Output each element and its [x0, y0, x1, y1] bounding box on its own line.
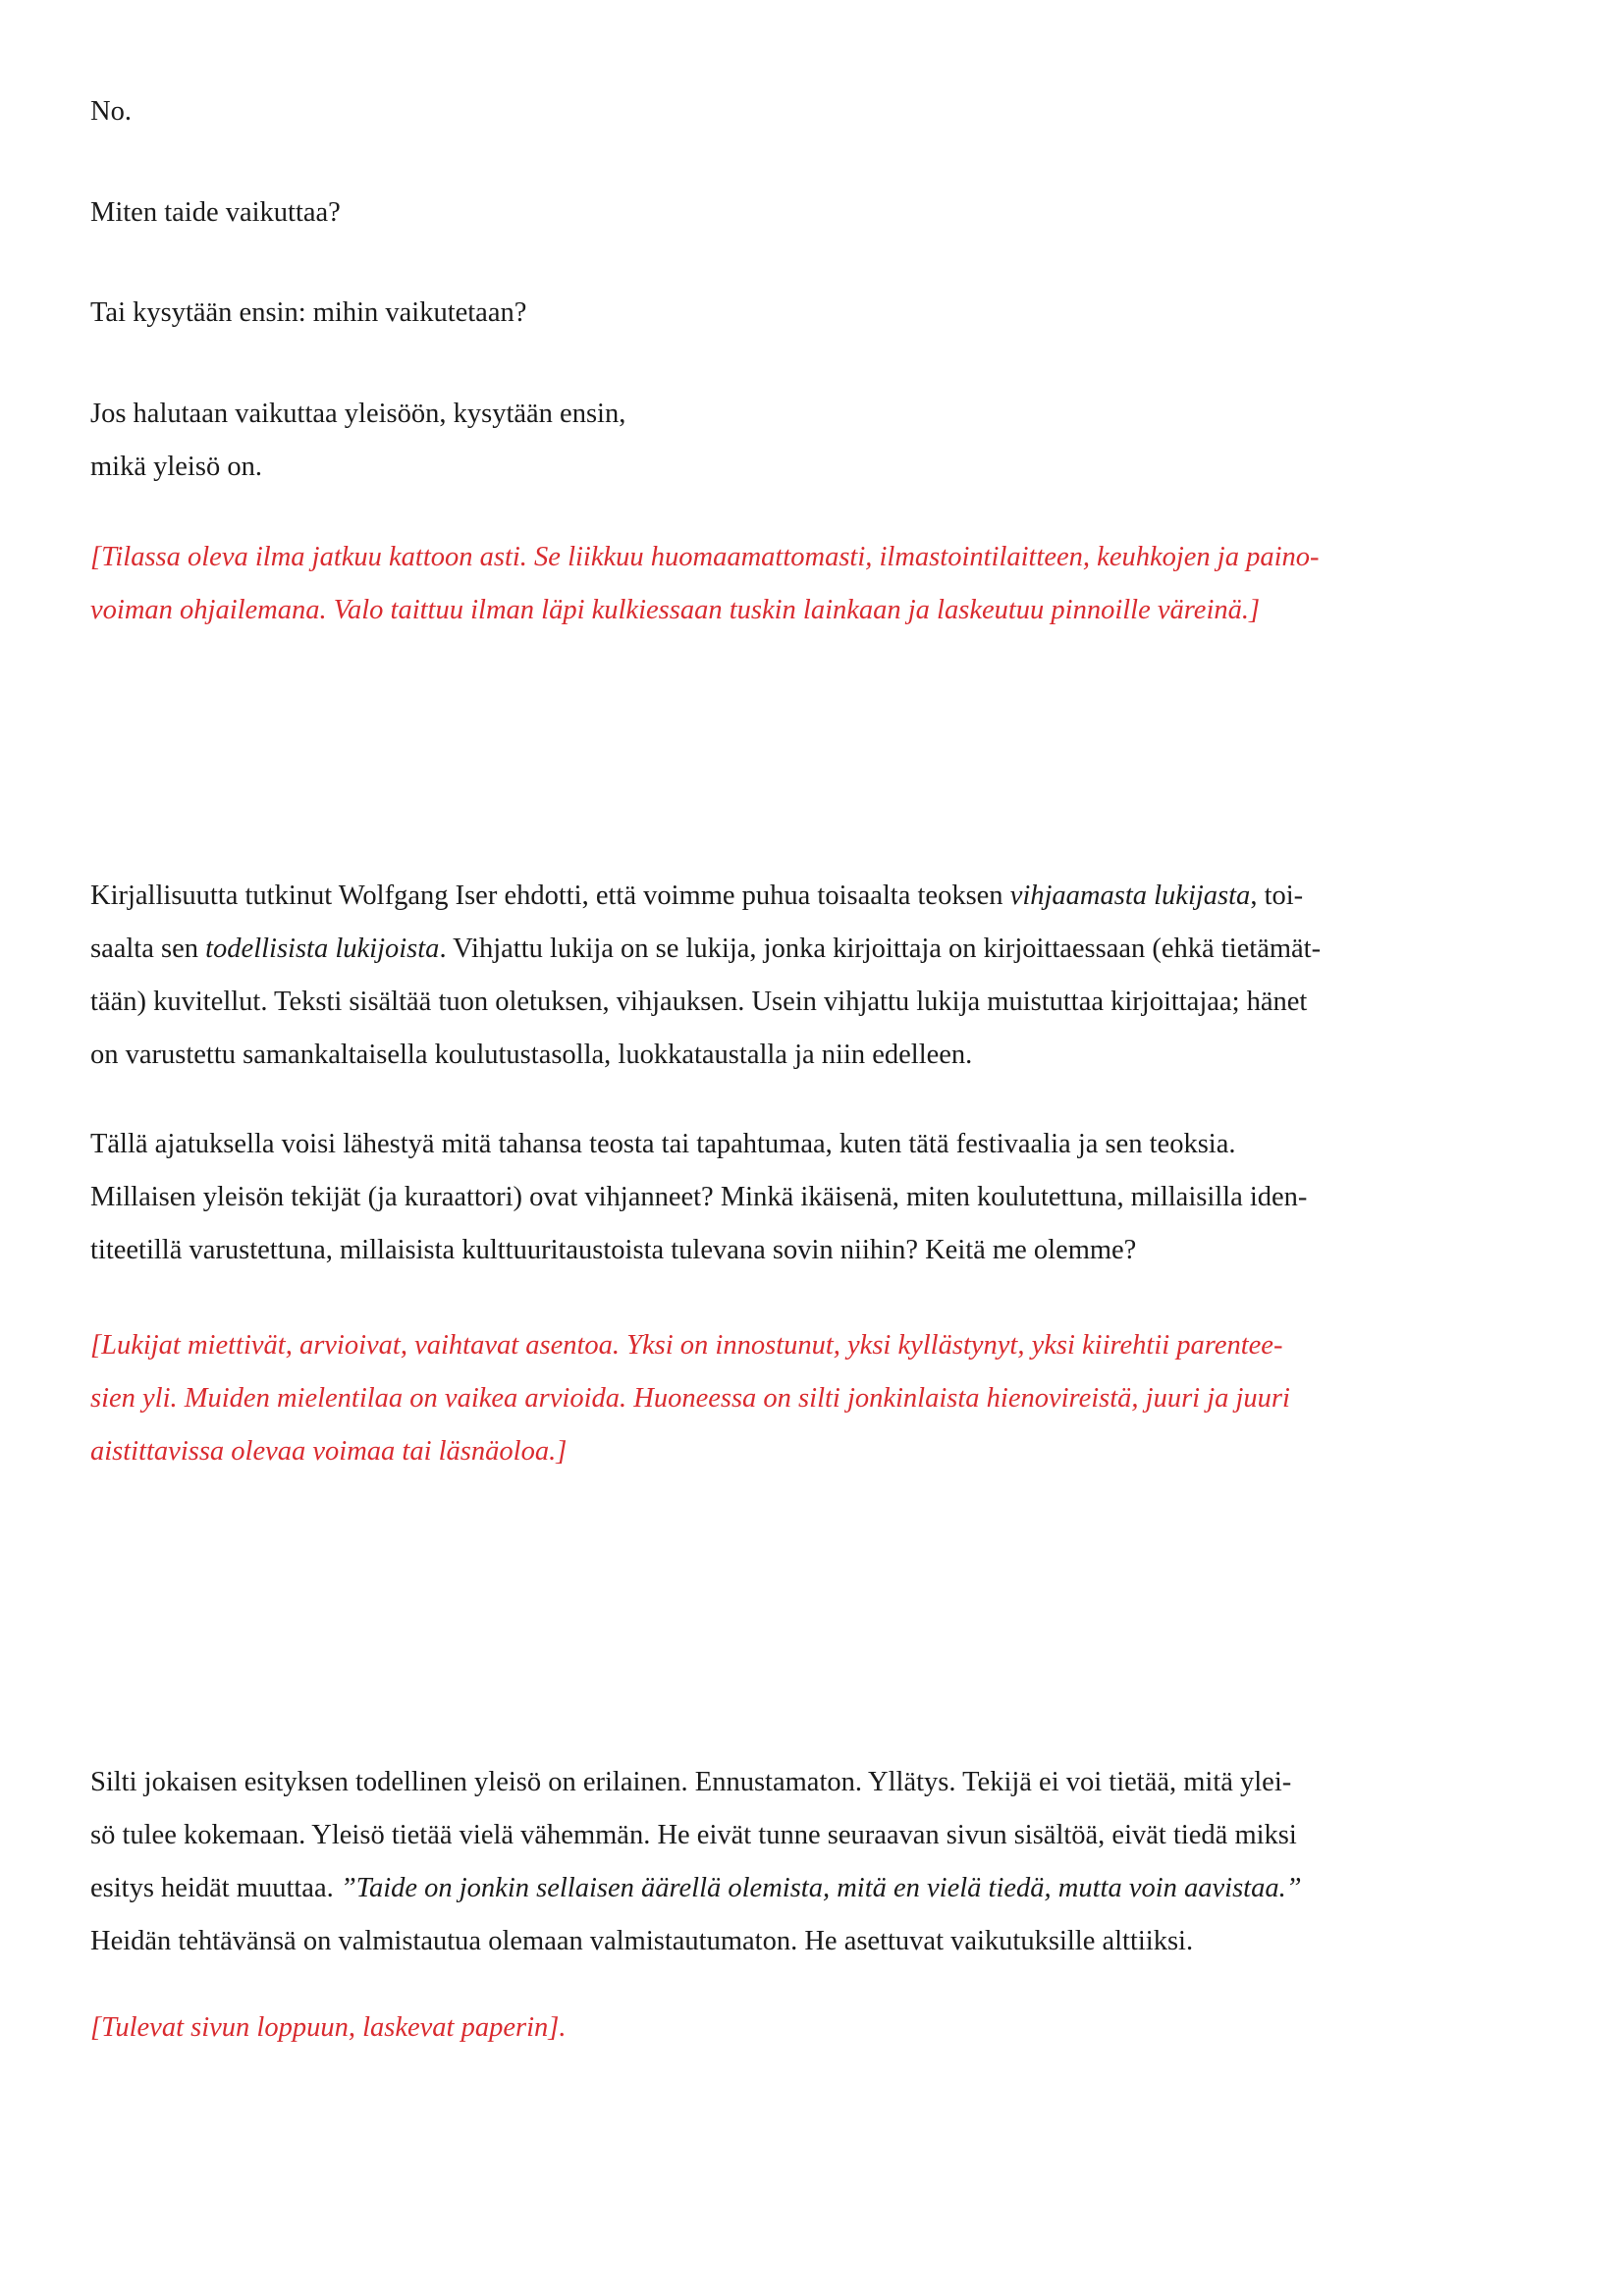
text-line	[90, 388, 1539, 441]
text-line	[90, 1224, 1539, 1277]
text-segment: [Tulevat sivun loppuun, laskevat paperin].	[90, 2012, 567, 2043]
text-segment: Kirjallisuutta tutkinut Wolfgang Iser ehdotti, että voimme puhua toisaalta teoksen	[90, 881, 1010, 911]
paragraph-question-how	[90, 187, 1539, 240]
text-line	[90, 85, 1539, 138]
text-segment: Millaisen yleisön tekijät (ja kuraattori) ovat vihjanneet? Minkä ikäisenä, miten koulutettuna, millaisilla iden-	[90, 1182, 1308, 1212]
text-line	[90, 531, 1539, 584]
text-segment: Silti jokaisen esityksen todellinen yleisö on erilainen. Ennustamaton. Yllätys. Tekijä ei voi tietää, mitä ylei-	[90, 1767, 1292, 1797]
text-segment: Heidän tehtävänsä on valmistautua olemaan valmistautumaton. He asettuvat vaikutuksille alttiiksi.	[90, 1926, 1194, 1956]
text-line	[90, 2002, 1539, 2055]
text-segment: titeetillä varustettuna, millaisista kulttuuritaustoista tulevana sovin niihin? Keitä me olemme?	[90, 1235, 1137, 1265]
text-line	[90, 870, 1539, 923]
text-segment: . Vihjattu lukija on se lukija, jonka kirjoittaja on kirjoittaessaan (ehkä tietämät-	[439, 934, 1322, 964]
stage-direction-end	[90, 2002, 1539, 2055]
text-segment: mikä yleisö on.	[90, 452, 262, 482]
text-segment: on varustettu samankaltaisella koulutustasolla, luokkataustalla ja niin edelleen.	[90, 1040, 973, 1070]
text-line	[90, 1171, 1539, 1224]
stage-direction-readers	[90, 1319, 1539, 1478]
text-segment: Tai kysytään ensin: mihin vaikutetaan?	[90, 297, 527, 328]
stage-direction-air	[90, 531, 1539, 637]
paragraph-iser	[90, 870, 1539, 1082]
paragraph-festival	[90, 1118, 1539, 1277]
text-line	[90, 287, 1539, 340]
text-line	[90, 187, 1539, 240]
paragraph-real-audience	[90, 1756, 1539, 1968]
text-line	[90, 584, 1539, 637]
text-line	[90, 1862, 1539, 1915]
text-line	[90, 1029, 1539, 1082]
text-segment: esitys heidät muuttaa.	[90, 1873, 341, 1903]
text-line	[90, 1319, 1539, 1372]
text-segment: aistittavissa olevaa voimaa tai läsnäoloa.]	[90, 1436, 568, 1467]
text-segment: ”Taide on jonkin sellaisen äärellä olemista, mitä en vielä tiedä, mutta voin aavistaa.”	[340, 1873, 1302, 1903]
text-segment: tään) kuvitellut. Teksti sisältää tuon oletuksen, vihjauksen. Usein vihjattu lukija muistuttaa kirjoittajaa; hänet	[90, 987, 1308, 1017]
text-line	[90, 1118, 1539, 1171]
text-segment: [Tilassa oleva ilma jatkuu kattoon asti. Se liikkuu huomaamattomasti, ilmastointilaitteen, keuhkojen ja paino-	[90, 542, 1320, 572]
text-line	[90, 1915, 1539, 1968]
text-segment: No.	[90, 96, 132, 127]
text-line	[90, 923, 1539, 976]
text-line	[90, 976, 1539, 1029]
text-segment: Miten taide vaikuttaa?	[90, 197, 341, 228]
text-segment: sien yli. Muiden mielentilaa on vaikea arvioida. Huoneessa on silti jonkinlaista hienovireistä, juuri ja juuri	[90, 1383, 1290, 1414]
text-line	[90, 441, 1539, 494]
text-segment: todellisista lukijoista	[205, 934, 440, 964]
paragraph-audience	[90, 388, 1539, 494]
text-segment: vihjaamasta lukijasta	[1009, 881, 1251, 911]
text-segment: , toi-	[1250, 881, 1304, 911]
text-line	[90, 1372, 1539, 1425]
text-segment: saalta sen	[90, 934, 206, 964]
text-segment: [Lukijat miettivät, arvioivat, vaihtavat asentoa. Yksi on innostunut, yksi kyllästynyt, yksi kiirehtii parentee-	[90, 1330, 1283, 1361]
text-segment: Jos halutaan vaikuttaa yleisöön, kysytään ensin,	[90, 399, 626, 429]
text-line	[90, 1809, 1539, 1862]
text-segment: Tällä ajatuksella voisi lähestyä mitä tahansa teosta tai tapahtumaa, kuten tätä festivaalia ja sen teoksia.	[90, 1129, 1236, 1159]
text-segment: voiman ohjailemana. Valo taittuu ilman läpi kulkiessaan tuskin lainkaan ja laskeutuu pinnoille väreinä.]	[90, 595, 1261, 625]
paragraph-no	[90, 85, 1539, 138]
text-line	[90, 1425, 1539, 1478]
text-segment: sö tulee kokemaan. Yleisö tietää vielä vähemmän. He eivät tunne seuraavan sivun sisältöä, eivät tiedä miksi	[90, 1820, 1297, 1850]
paragraph-question-what	[90, 287, 1539, 340]
text-line	[90, 1756, 1539, 1809]
